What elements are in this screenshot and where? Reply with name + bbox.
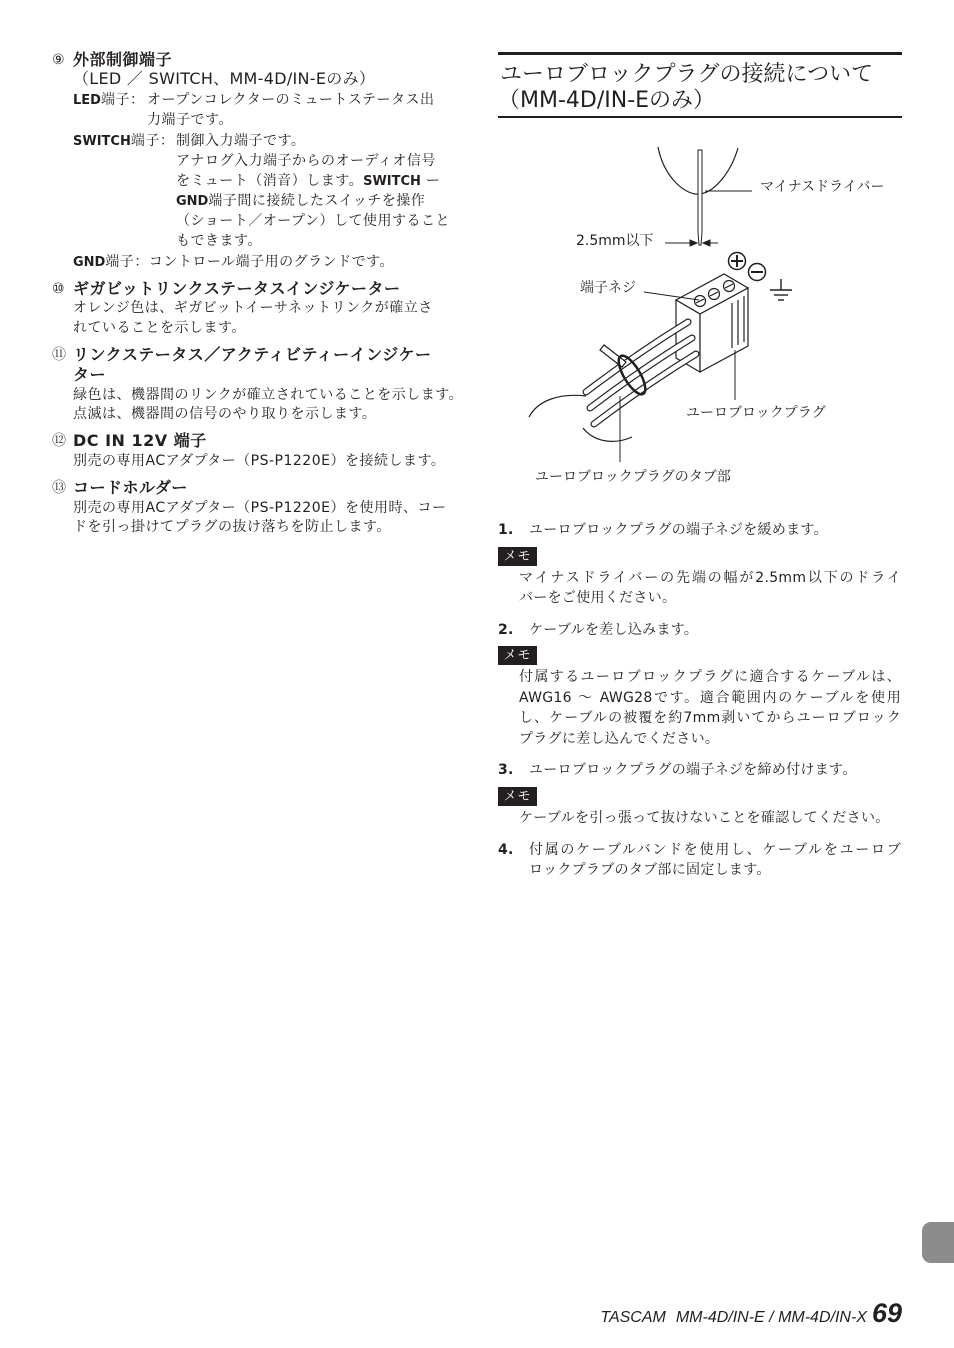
step-number: 2.	[498, 622, 514, 638]
gnd-term: GND	[73, 255, 106, 270]
step-text: 付属のケーブルバンドを使用し、ケーブルをユーロブ	[529, 842, 901, 858]
led-term-suffix: 端子：	[100, 92, 145, 108]
step-text: ユーロブロックプラグの端子ネジを緩めます。	[529, 522, 828, 538]
dimension-arrow	[690, 240, 697, 246]
memo-text: バーをご使用ください。	[519, 590, 677, 606]
heading-bottom-rule	[498, 116, 902, 118]
memo-text: マイナスドライバーの先端の幅が2.5mm以下のドライ	[519, 570, 901, 586]
step-text: ケーブルを差し込みます。	[529, 622, 699, 638]
section-title: リンクステータス／アクティビティーインジケー	[73, 345, 432, 364]
section-body: れていることを示します。	[73, 320, 246, 336]
led-terminal-label	[73, 90, 144, 110]
section-title: DC IN 12V 端子	[73, 431, 207, 450]
switch-description	[176, 191, 425, 211]
cable-cut-outline	[529, 395, 586, 417]
dimension-mark	[665, 240, 718, 246]
footer-brand: TASCAM	[600, 1309, 666, 1326]
step-text: ユーロブロックプラグの端子ネジを締め付けます。	[529, 762, 857, 778]
switch-description: アナログ入力端子からのオーディオ信号	[176, 153, 436, 169]
step-number: 3.	[498, 762, 514, 778]
chapter-side-tab	[922, 1222, 954, 1263]
page-footer	[600, 1298, 902, 1332]
switch-description-text: 端子間に接続したスイッチを操作	[208, 193, 426, 209]
switch-description: もできます。	[176, 233, 262, 249]
cable-cut-outline	[583, 428, 632, 441]
heading-top-rule	[498, 52, 902, 55]
memo-text: プラグに差し込んでください。	[519, 731, 720, 747]
memo-badge: メモ	[498, 787, 537, 806]
section-body: 緑色は、機器間のリンクが確立されていることを示します。	[73, 387, 464, 403]
item-number: ⑬	[52, 480, 66, 496]
section-title: ター	[73, 365, 107, 384]
switch-inline-term: SWITCH	[363, 174, 421, 189]
section-title: コードホルダー	[73, 478, 188, 497]
section-body: 別売の専用ACアダプター（PS-P1220E）を使用時、コー	[73, 500, 447, 516]
footer-model: MM-4D/IN-E / MM-4D/IN-X	[675, 1309, 867, 1326]
page-heading: ユーロブロックプラグの接続について	[500, 62, 874, 87]
switch-description	[176, 171, 440, 191]
section-body: 別売の専用ACアダプター（PS-P1220E）を接続します。	[73, 453, 446, 469]
plug-label: ユーロブロックプラグ	[686, 405, 826, 421]
gnd-term-suffix: 端子：	[105, 254, 149, 270]
memo-text: AWG16 ～ AWG28です。適合範囲内のケーブルを使用	[519, 690, 901, 706]
switch-term: SWITCH	[73, 134, 131, 149]
screw-label: 端子ネジ	[580, 280, 636, 296]
width-label: 2.5mm以下	[576, 233, 654, 249]
step-number: 1.	[498, 522, 514, 538]
step-number: 4.	[498, 842, 514, 858]
euroblock-connection-diagram	[498, 135, 902, 495]
section-body: ドを引っ掛けてプラグの抜け落ちを防止します。	[73, 519, 391, 535]
switch-description: 制御入力端子です。	[176, 133, 306, 149]
switch-terminal-label	[73, 131, 174, 151]
memo-text: 付属するユーロブロックプラグに適合するケーブルは、	[519, 669, 901, 685]
gnd-description: コントロール端子用のグランドです。	[148, 254, 394, 270]
gnd-terminal-line	[73, 252, 394, 272]
section-title: 外部制御端子	[73, 50, 173, 69]
page-number: 69	[871, 1298, 902, 1328]
switch-description: （ショート／オープン）して使用すること	[176, 213, 450, 229]
dimension-arrow	[703, 240, 710, 246]
item-number: ⑪	[52, 347, 66, 363]
tab-label: ユーロブロックプラグのタブ部	[535, 469, 731, 485]
driver-label: マイナスドライバー	[760, 179, 885, 195]
section-subtitle: （LED ／ SWITCH、MM-4D/IN-Eのみ）	[73, 69, 376, 88]
led-description: 力端子です。	[147, 112, 233, 128]
item-number: ⑩	[52, 281, 65, 297]
memo-badge: メモ	[498, 646, 537, 665]
item-number: ⑨	[52, 52, 65, 68]
section-body: オレンジ色は、ギガビットイーサネットリンクが確立さ	[73, 300, 433, 316]
page-heading-subtitle: （MM-4D/IN-Eのみ）	[498, 88, 716, 113]
ground-icon	[770, 279, 792, 300]
section-body: 点滅は、機器間の信号のやり取りを示します。	[73, 406, 377, 422]
memo-text: ケーブルを引っ張って抜けないことを確認してください。	[519, 810, 890, 826]
minus-icon	[749, 264, 766, 281]
switch-description-text: をミュート（消音）します。	[176, 173, 364, 189]
gnd-inline-term: GND	[176, 194, 209, 209]
plus-icon	[729, 253, 746, 270]
led-term: LED	[73, 93, 101, 108]
screwdriver	[698, 150, 702, 245]
item-number: ⑫	[52, 433, 66, 449]
screwdriver-shaft	[698, 150, 702, 245]
switch-inline-dash: ー	[420, 173, 441, 189]
step-text: ロックプラブのタブ部に固定します。	[529, 862, 771, 878]
memo-text: し、ケーブルの被覆を約7mm剥いてからユーロブロック	[519, 710, 901, 726]
led-description: オープンコレクターのミュートステータス出	[147, 92, 435, 108]
memo-badge: メモ	[498, 547, 537, 566]
switch-term-suffix: 端子：	[130, 133, 175, 149]
section-title: ギガビットリンクステータスインジケーター	[73, 279, 401, 298]
